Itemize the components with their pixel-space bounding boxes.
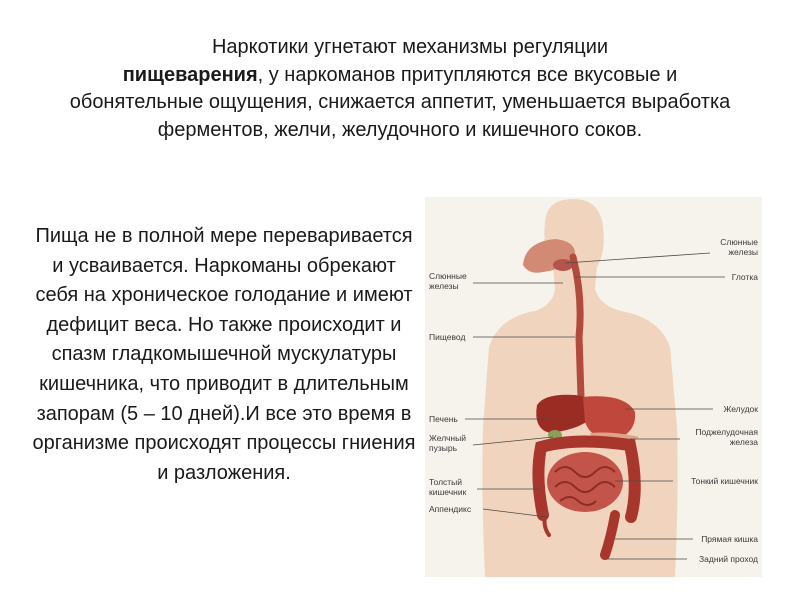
label-esophagus: Пищевод xyxy=(429,332,466,342)
label-salivary-glands-left-2: железы xyxy=(429,281,459,291)
label-salivary-glands-right-2: железы xyxy=(728,247,758,257)
label-rectum: Прямая кишка xyxy=(701,534,758,544)
label-liver: Печень xyxy=(429,414,458,424)
intro-paragraph xyxy=(60,34,740,144)
label-pharynx: Глотка xyxy=(731,272,758,282)
label-gallbladder-2: пузырь xyxy=(429,443,458,453)
label-small-intestine: Тонкий кишечник xyxy=(691,476,758,486)
label-stomach: Желудок xyxy=(723,404,758,414)
label-appendix: Аппендикс xyxy=(429,504,472,514)
body-paragraph: Пища не в полной мере переваривается и усваивается. Наркоманы обрекают себя на хроническое голодание и имеют дефицит веса. Но также происходит и спазм гладкомышечной мускулатуры кишечника, что приводит в длительным запорам (5 – 10 дней).И все это время в организме происходят процессы гниения и разложения. xyxy=(32,225,416,484)
label-colon-2: кишечник xyxy=(429,487,467,497)
label-salivary-glands-right-1: Слюнные xyxy=(720,237,758,247)
label-gallbladder-1: Желчный xyxy=(429,433,466,443)
label-pancreas-2: железа xyxy=(729,437,758,447)
small-intestine-shape xyxy=(547,452,623,512)
intro-rest xyxy=(60,62,740,145)
label-pancreas-1: Поджелудочная xyxy=(695,427,758,437)
intro-text-after: , у наркоманов притупляются все вкусовые и обонятельные ощущения, снижается аппетит, уменьшается выработка ферментов, желчи, желудочного и кишечного соков. xyxy=(69,63,731,141)
intro-text-before: Наркотики угнетают механизмы регуляции xyxy=(211,36,609,58)
label-anus: Задний проход xyxy=(699,554,758,564)
label-colon-1: Толстый xyxy=(429,477,463,487)
intro-line-1 xyxy=(60,34,740,62)
salivary-gland-shape xyxy=(553,259,573,271)
digestive-system-illustration xyxy=(425,197,762,577)
intro-bold-term: пищеварения xyxy=(122,63,258,86)
label-salivary-glands-left-1: Слюнные xyxy=(429,271,467,281)
digestive-system-figure xyxy=(425,197,762,577)
